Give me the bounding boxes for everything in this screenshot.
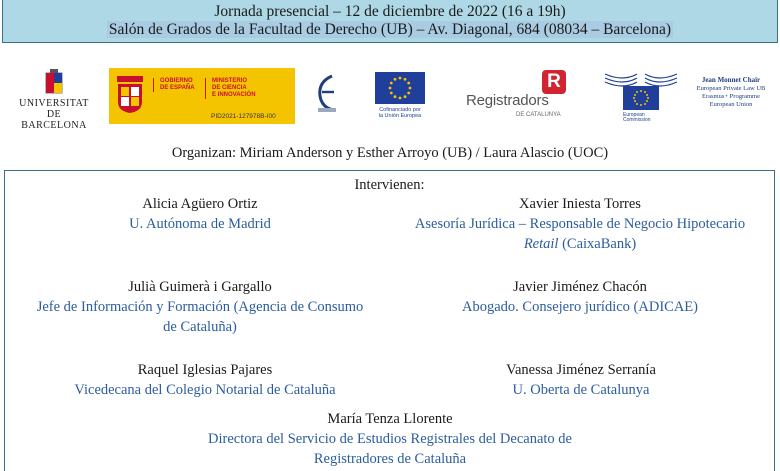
speaker-name: Javier Jiménez Chacón <box>513 279 647 295</box>
speaker <box>425 277 735 317</box>
speaker <box>390 194 770 254</box>
registradores-mark-icon: R <box>542 70 566 94</box>
ec-caption-2: Commission <box>623 117 651 122</box>
jean-monnet-text: Jean Monnet Chair European Private Law UB Erasmus+ Programme European Union <box>696 76 766 108</box>
event-date: Jornada presencial – 12 de diciembre de 2022 (16 a 19h) <box>214 3 566 20</box>
speaker-affiliation: Asesoría Jurídica – Responsable de Negocio Hipotecario <box>414 216 746 232</box>
e-logo-icon <box>314 74 340 114</box>
speaker <box>45 360 365 400</box>
speaker-name: Vanessa Jiménez Serranía <box>506 362 656 378</box>
speaker <box>100 194 300 234</box>
speaker <box>451 360 711 400</box>
speaker-affiliation: U. Oberta de Catalunya <box>512 382 650 398</box>
event-venue-text: Salón de Grados de la Facultad de Derecho (UB) – Av. Diagonal, 684 (08034 – Barcelona) <box>108 21 672 38</box>
organizers-label: Organizan: <box>171 145 237 161</box>
speaker-name: Xavier Iniesta Torres <box>519 196 641 212</box>
spain-shield-icon <box>115 76 145 114</box>
speaker-affiliation: Jefe de Información y Formación (Agencia de Consumo <box>36 299 364 315</box>
project-id: PID2021-127978B-I00 <box>211 113 276 120</box>
registradores-word: Registradors <box>466 92 549 109</box>
event-venue <box>3 21 777 39</box>
gobierno-logo <box>109 68 295 124</box>
organizers-names: Miriam Anderson y Esther Arroyo (UB) / Laura Alascio (UOC) <box>236 145 609 161</box>
eu-caption: Cofinanciado por la Unión Europea <box>378 107 422 119</box>
ub-crest-icon <box>45 69 63 95</box>
speaker-affiliation: Abogado. Consejero jurídico (ADICAE) <box>462 299 698 315</box>
header-band <box>2 0 778 43</box>
speaker-name: Raquel Iglesias Pajares <box>137 362 273 378</box>
sponsor-logos <box>0 64 780 131</box>
organizers <box>0 145 780 161</box>
registradores-logo <box>466 68 586 122</box>
gobierno-text: GOBIERNO DE ESPAÑA <box>153 78 200 92</box>
speaker-affiliation: U. Autónoma de Madrid <box>129 216 271 232</box>
eu-flag-icon <box>375 72 425 104</box>
european-commission-logo <box>603 70 679 122</box>
ministerio-text: MINISTERIO DE CIENCIA E INNOVACIÓN <box>205 78 296 99</box>
speaker-affiliation: Directora del Servicio de Estudios Registrales del Decanato de <box>208 431 572 447</box>
eu-cofinanced-logo <box>372 72 428 126</box>
speaker-affiliation: Vicedecana del Colegio Notarial de Cataluña <box>74 382 336 398</box>
speaker-affiliation-cont: de Cataluña) <box>163 319 237 335</box>
speaker <box>13 277 387 337</box>
speakers-heading: Intervienen: <box>354 177 425 193</box>
speaker <box>145 409 635 469</box>
speaker-affiliation-cont: Retail (CaixaBank) <box>523 236 637 252</box>
ub-name: UNIVERSITAT DE BARCELONA <box>19 98 89 131</box>
speaker-name: Alicia Agüero Ortiz <box>142 196 258 212</box>
registradores-sub: DE CATALUNYA <box>516 112 561 118</box>
speakers-box <box>4 170 775 471</box>
speaker-name: Julià Guimerà i Gargallo <box>128 279 272 295</box>
speaker-name: María Tenza Llorente <box>327 411 453 427</box>
speaker-affiliation-cont: Registradores de Cataluña <box>313 451 467 467</box>
ec-caption-1: European <box>623 112 645 118</box>
ub-logo <box>14 69 94 131</box>
